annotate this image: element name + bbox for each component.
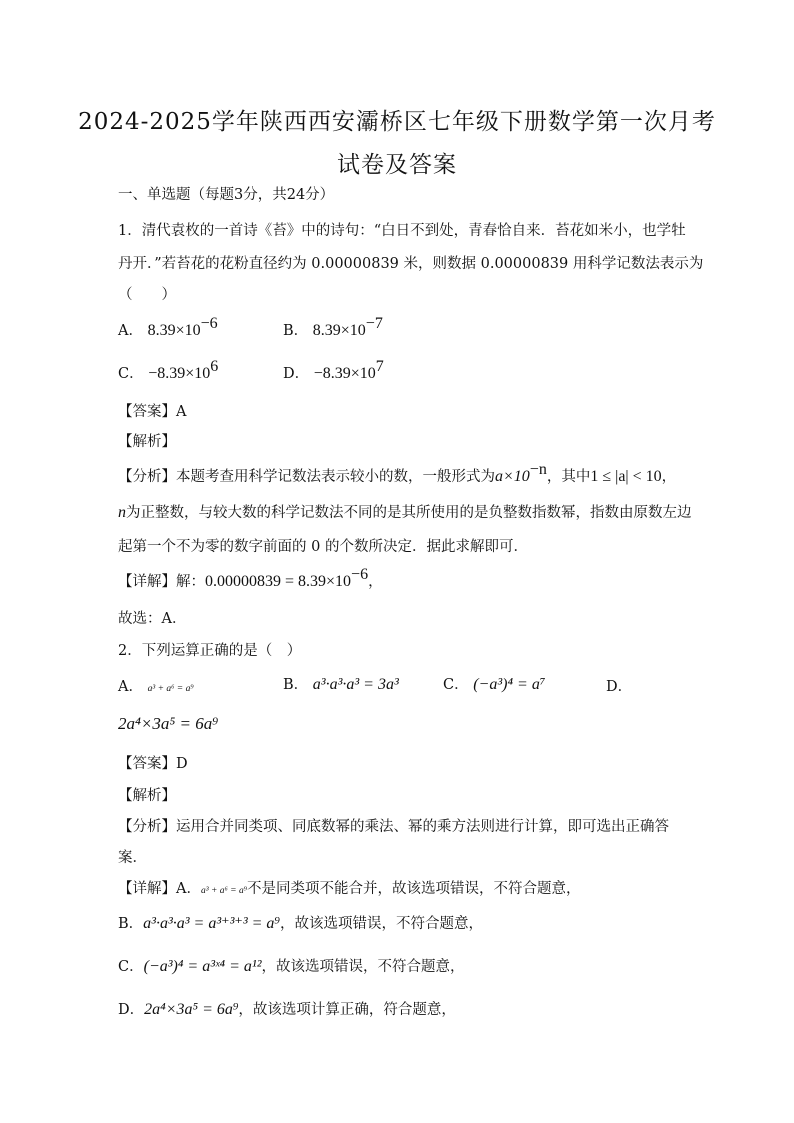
q2-detail-a-text: 不是同类项不能合并，故该选项错误，不符合题意，: [247, 881, 581, 897]
q1-detail-exp: −6: [351, 566, 369, 583]
q1-option-a-label: A．: [118, 323, 143, 339]
q2-detail-c-text: ，故该选项错误，不符合题意，: [261, 959, 465, 975]
q2-option-b-value: a³·a³·a³ = 3a³: [312, 676, 399, 693]
q1-stem-line1: 1．清代袁枚的一首诗《苔》中的诗句：“白日不到处，青春恰自来．苔花如米小，也学牡: [118, 223, 686, 239]
q1-option-c-label: C．: [118, 366, 144, 382]
page-title-line2: 试卷及答案: [337, 152, 457, 178]
q1-analysis-n: n: [118, 504, 126, 521]
q1-option-d-value: −8.39×10: [313, 365, 376, 382]
section-heading: 一、单选题（每题3分，共24分）: [118, 187, 335, 203]
q2-detail-c-math: (−a³)⁴ = a³ˣ⁴ = a¹²: [143, 958, 262, 975]
q2-detail-d-label: D．: [118, 1002, 145, 1018]
q2-option-c-value: (−a³)⁴ = a⁷: [473, 676, 546, 693]
q1-detail-tail: ，: [368, 574, 383, 590]
q2-analysis-line2: 案．: [118, 850, 147, 866]
q2-detail-d: [118, 998, 456, 1019]
q2-analysis-line1: 【分析】运用合并同类项、同底数幂的乘法、幂的乘方法则进行计算，即可选出正确答: [118, 819, 669, 835]
q2-option-d-value: 2a⁴×3a⁵ = 6a⁹: [118, 714, 219, 733]
q2-option-a-label: A．: [118, 679, 143, 695]
q1-analysis-line1: [118, 461, 677, 486]
page-title-line1: 2024-2025学年陕西西安灞桥区七年级下册数学第一次月考: [78, 109, 716, 135]
q1-analysis-form: a×10: [495, 468, 530, 485]
q1-detail-head: 【详解】解：: [118, 574, 205, 590]
q1-option-b: [283, 315, 383, 340]
q2-answer: 【答案】D: [118, 756, 188, 772]
q1-option-c: [118, 358, 219, 383]
q2-option-c: [443, 673, 545, 694]
q1-detail-math: 0.00000839 = 8.39×10: [205, 573, 352, 590]
q1-analysis-text-2: 为正整数，与较大数的科学记数法不同的是其所使用的是负整数指数幂，指数由原数左边: [126, 505, 692, 521]
q1-analysis-line2: [118, 501, 692, 522]
q1-option-d: [283, 358, 384, 383]
q1-answer: 【答案】A: [118, 404, 187, 420]
q2-detail-d-math: 2a⁴×3a⁵ = 6a⁹: [144, 1001, 239, 1018]
q2-detail-head: 【详解】A．: [118, 881, 201, 897]
q1-analysis-text-a: 【分析】本题考查用科学记数法表示较小的数，一般形式为: [118, 469, 495, 485]
q1-option-b-value: 8.39×10: [312, 322, 366, 339]
q2-detail-b: [118, 912, 483, 933]
q2-detail-b-text: ，故该选项错误，不符合题意，: [279, 916, 483, 932]
q1-detail: [118, 566, 383, 591]
q2-option-a: [118, 675, 194, 696]
q1-option-a-exp: −6: [200, 315, 218, 332]
q2-detail-a: [118, 877, 581, 898]
q1-analysis-text-b: ，其中: [546, 469, 591, 485]
q2-option-c-label: C．: [443, 677, 469, 693]
q1-stem-line2: 丹开．”若苔花的花粉直径约为 0.00000839 米，则数据 0.00000839 用科学记数法表示为: [118, 256, 704, 272]
q2-detail-a-math: a³ + a⁶ = a⁹: [200, 886, 248, 896]
q1-analysis-text-c: ，: [661, 469, 677, 485]
q2-option-b: [283, 673, 399, 694]
q1-analysis-form-exp: −n: [529, 461, 547, 478]
q1-option-d-label: D．: [283, 366, 310, 382]
q1-option-a-value: 8.39×10: [147, 322, 201, 339]
q1-option-a: [118, 315, 218, 340]
q2-detail-c: [118, 955, 464, 976]
q2-option-a-value: a³ + a⁶ = a⁹: [147, 684, 194, 694]
q2-detail-c-label: C．: [118, 959, 144, 975]
q1-analysis-heading: 【解析】: [118, 434, 176, 450]
q2-detail-b-math: a³·a³·a³ = a³⁺³⁺³ = a⁹: [143, 915, 280, 932]
q1-analysis-inequality: 1 ≤ |a| < 10: [590, 468, 662, 485]
q1-option-b-exp: −7: [365, 315, 383, 332]
q1-stem-line3: （ ）: [118, 287, 176, 303]
q1-option-c-value: −8.39×10: [148, 365, 211, 382]
q2-analysis-heading: 【解析】: [118, 788, 176, 804]
q2-stem: 2．下列运算正确的是（ ）: [118, 643, 302, 659]
q2-option-d-label: D．: [606, 679, 633, 695]
q2-detail-d-text: ，故该选项计算正确，符合题意，: [238, 1002, 456, 1018]
q2-option-d: [606, 675, 632, 696]
q1-option-c-exp: 6: [210, 358, 219, 375]
q1-choose: 故选：A．: [118, 611, 187, 627]
q2-detail-b-label: B．: [118, 916, 144, 932]
q1-option-b-label: B．: [283, 323, 309, 339]
q1-option-d-exp: 7: [375, 358, 384, 375]
q1-analysis-line3: 起第一个不为零的数字前面的 0 的个数所决定．据此求解即可．: [118, 539, 528, 555]
q2-option-b-label: B．: [283, 677, 309, 693]
